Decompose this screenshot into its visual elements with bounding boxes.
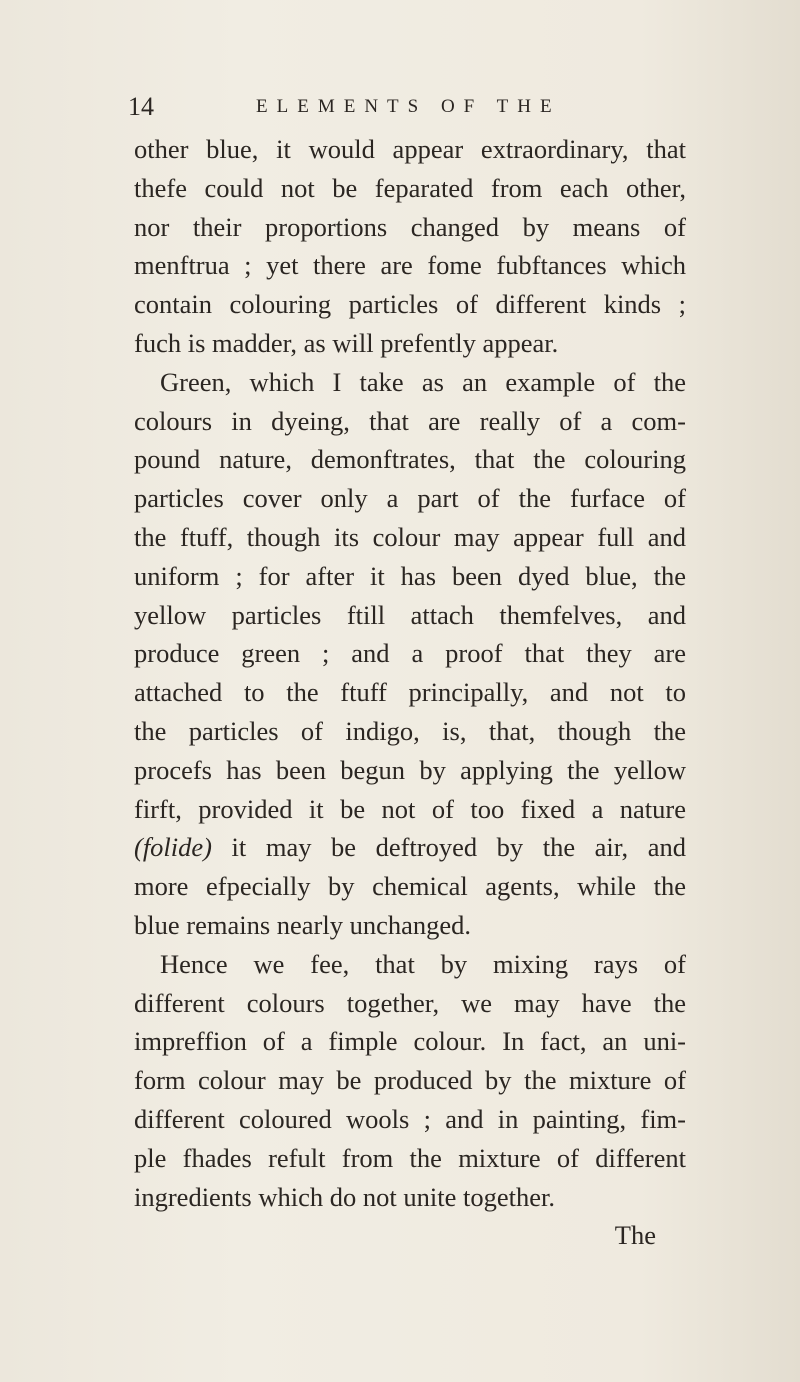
text-line: Hence we fee, that by mixing rays of <box>160 948 686 979</box>
text-line: pound nature, demonftrates, that the colouring <box>134 444 686 475</box>
text-line: particles cover only a part of the furface of <box>134 483 686 514</box>
text-line-with-italic <box>134 828 686 867</box>
text-line: other blue, it would appear extraordinary, that <box>134 134 686 164</box>
text-line: colours in dyeing, that are really of a com- <box>134 405 686 436</box>
text-line: contain colouring particles of different kinds ; <box>134 289 686 320</box>
text-line: firft, provided it be not of too fixed a nature <box>134 793 686 824</box>
page-number: 14 <box>128 92 154 121</box>
text-line: more efpecially by chemical agents, while the <box>134 871 686 902</box>
text-line: procefs has been begun by applying the yellow <box>134 754 686 785</box>
text-line: yellow particles ftill attach themfelves, and <box>134 599 686 630</box>
catchword: The <box>614 1220 656 1251</box>
text-line: fuch is madder, as will prefently appear. <box>134 327 559 358</box>
text-line: form colour may be produced by the mixture of <box>134 1065 686 1096</box>
text-line: different colours together, we may have the <box>134 987 686 1018</box>
text-line: the particles of indigo, is, that, though the <box>134 715 686 746</box>
italic-word: (folide) <box>134 832 212 863</box>
running-head: ELEMENTS OF THE <box>256 96 561 117</box>
text-line: blue remains nearly unchanged. <box>134 909 472 940</box>
text-line: Green, which I take as an example of the <box>160 366 686 397</box>
text-line: uniform ; for after it has been dyed blue, the <box>134 560 686 591</box>
text-line-rest: it may be deftroyed by the air, and <box>212 832 686 863</box>
text-line: ple fhades refult from the mixture of different <box>134 1142 686 1173</box>
text-line: different coloured wools ; and in painting, fim- <box>134 1103 686 1134</box>
page-header <box>118 92 678 122</box>
text-line: nor their proportions changed by means of <box>134 211 686 242</box>
text-line: produce green ; and a proof that they are <box>134 638 686 669</box>
text-line: ingredients which do not unite together. <box>134 1181 555 1212</box>
text-line: thefe could not be feparated from each other, <box>134 172 686 203</box>
text-line: attached to the ftuff principally, and not to <box>134 677 686 708</box>
text-line: the ftuff, though its colour may appear full and <box>134 521 686 552</box>
body-text <box>134 130 686 1255</box>
text-line: menftrua ; yet there are fome fubftances which <box>134 250 686 281</box>
text-line: impreffion of a fimple colour. In fact, an uni- <box>134 1026 686 1057</box>
